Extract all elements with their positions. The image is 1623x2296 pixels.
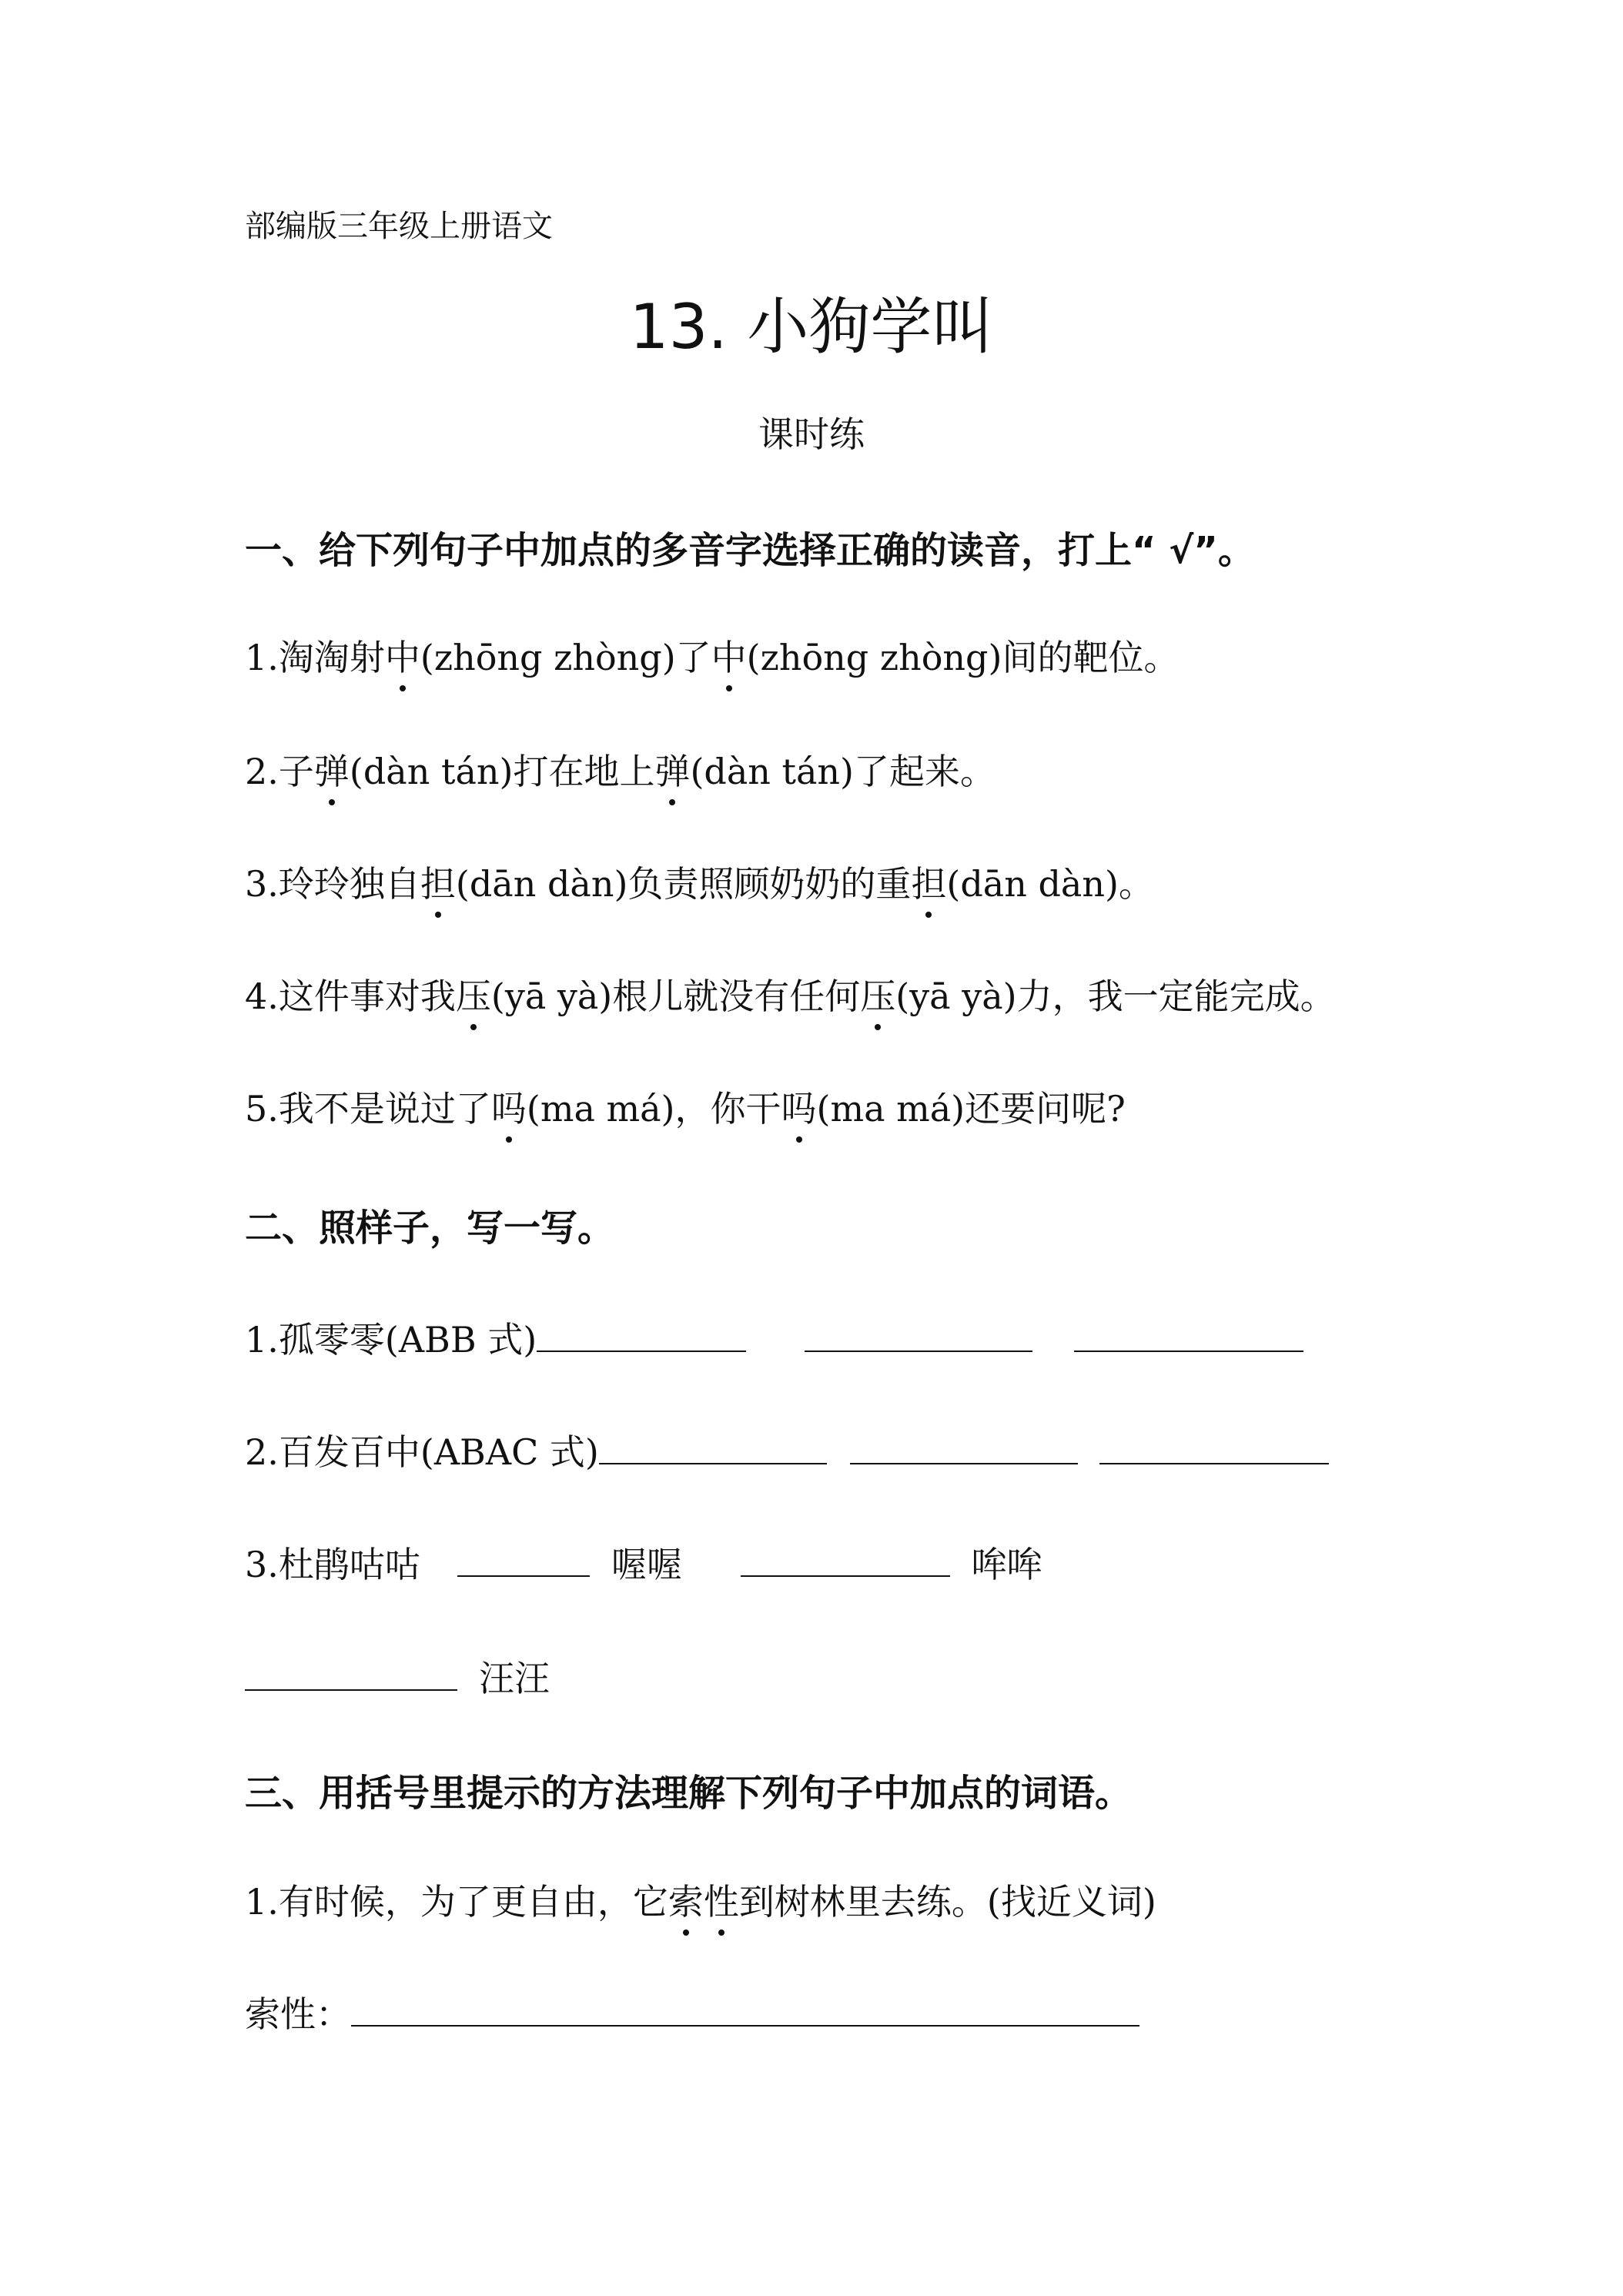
- dotted-char: 中: [711, 630, 747, 681]
- section1-item-4: 4.这件事对我压(yā yà)根儿就没有任何压(yā yà)力，我一定能完成。: [245, 969, 1336, 1019]
- dotted-char: 担: [911, 856, 946, 907]
- answer-blank[interactable]: [805, 1320, 1032, 1352]
- dotted-char: 压: [456, 969, 491, 1019]
- section1-item-3: 3.玲玲独自担(dān dàn)负责照顾奶奶的重担(dān dàn)。: [245, 856, 1154, 907]
- lesson-title: 13. 小狗学叫: [629, 291, 994, 363]
- dotted-char: 压: [860, 969, 895, 1019]
- answer-blank[interactable]: [537, 1320, 746, 1352]
- section1-heading: 一、给下列句子中加点的多音字选择正确的读音，打上“ √”。: [245, 529, 1255, 572]
- dotted-char: 担: [420, 856, 456, 907]
- answer-blank[interactable]: [1099, 1432, 1329, 1464]
- answer-blank[interactable]: [741, 1545, 950, 1577]
- lesson-subtitle: 课时练: [758, 413, 865, 455]
- dotted-char: 弹: [654, 744, 690, 795]
- section2-item-3b: 汪汪: [245, 1651, 550, 1702]
- dotted-char: 性: [704, 1874, 739, 1925]
- section1-item-1: 1.淘淘射中(zhōng zhòng)了中(zhōng zhòng)间的靶位。: [245, 630, 1179, 681]
- answer-blank[interactable]: [245, 1658, 457, 1691]
- answer-blank[interactable]: [351, 1994, 1139, 2027]
- dotted-char: 吗: [491, 1081, 527, 1132]
- dotted-char: 中: [385, 630, 420, 681]
- section3-heading: 三、用括号里提示的方法理解下列句子中加点的词语。: [245, 1772, 1133, 1815]
- section2-item-2: 2.百发百中(ABAC 式): [245, 1424, 1329, 1475]
- dotted-char: 吗: [781, 1081, 817, 1132]
- section2-heading: 二、照样子，写一写。: [245, 1207, 615, 1250]
- answer-blank[interactable]: [457, 1545, 590, 1577]
- answer-blank[interactable]: [1074, 1320, 1303, 1352]
- section3-answer: 索性：: [245, 1986, 1139, 2037]
- answer-blank[interactable]: [850, 1432, 1078, 1464]
- section2-item-1: 1.孤零零(ABB 式): [245, 1312, 1303, 1363]
- section2-item-3: 3.杜鹃咕咕 喔喔 哞哞: [245, 1544, 1042, 1585]
- section1-item-5: 5.我不是说过了吗(ma má)，你干吗(ma má)还要问呢?: [245, 1081, 1126, 1132]
- dotted-char: 索: [668, 1874, 704, 1925]
- document-header: 部编版三年级上册语文: [245, 209, 553, 244]
- dotted-char: 弹: [314, 744, 350, 795]
- section1-item-2: 2.子弹(dàn tán)打在地上弹(dàn tán)了起来。: [245, 744, 996, 795]
- section3-item-1: 1.有时候，为了更自由，它索性到树林里去练。(找近义词): [245, 1874, 1156, 1925]
- answer-blank[interactable]: [599, 1432, 827, 1464]
